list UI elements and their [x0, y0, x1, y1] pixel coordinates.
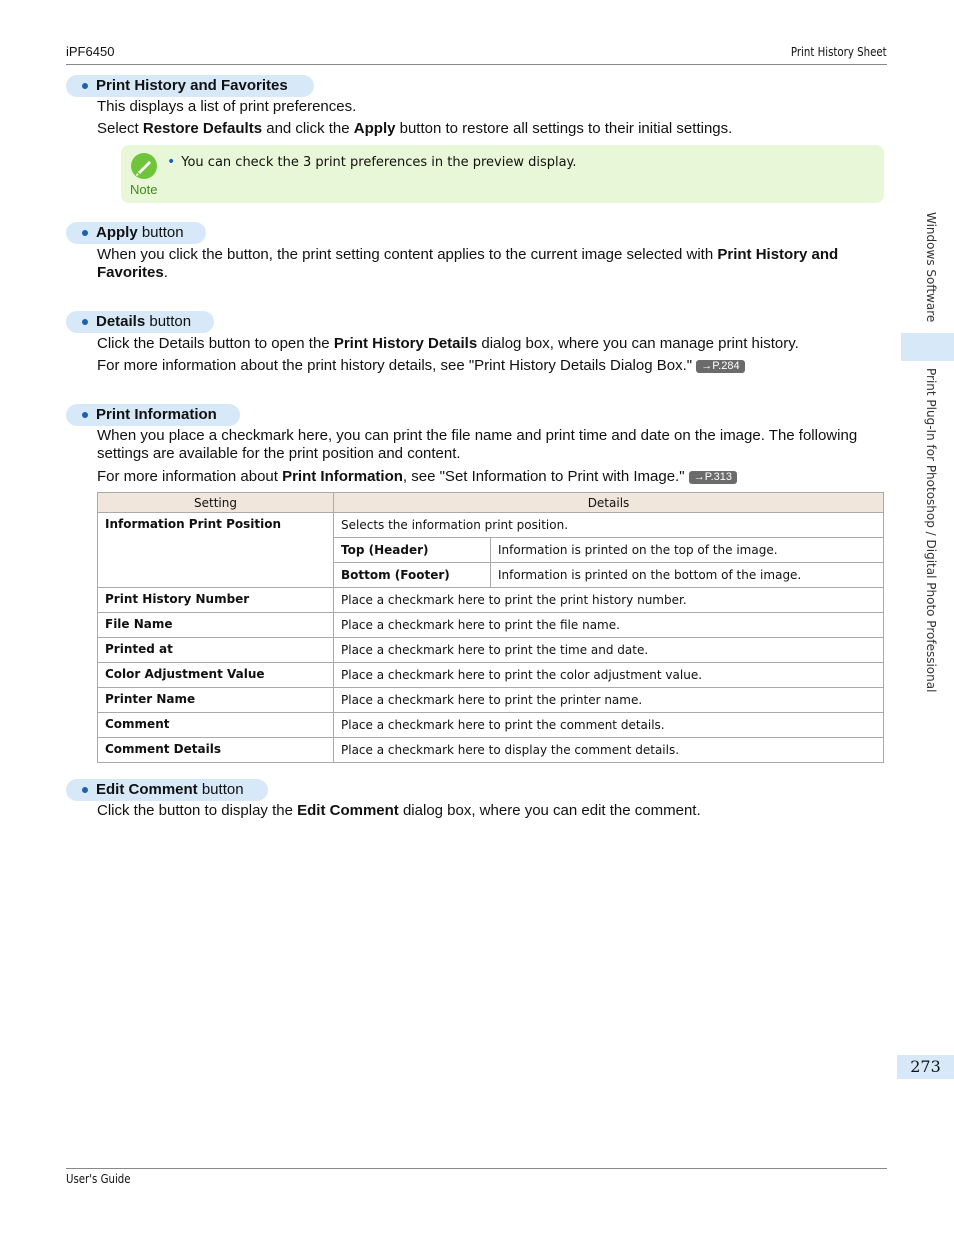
- bullet-icon: [82, 83, 88, 89]
- apply-description: When you click the button, the print setting content applies to the current image selected with Print History and Favorites.: [97, 246, 839, 281]
- bullet-icon: [82, 230, 88, 236]
- info-more-info: For more information about Print Information, see "Set Information to Print with Image." →P.313: [97, 468, 889, 486]
- details-cell: Information is printed on the bottom of the image.: [491, 563, 884, 588]
- details-cell: Place a checkmark here to print the time and date.: [334, 638, 884, 663]
- sub-setting-cell: Top (Header): [334, 538, 491, 563]
- setting-cell: Color Adjustment Value: [98, 663, 334, 688]
- page-reference-link[interactable]: →P.313: [689, 471, 737, 484]
- setting-cell: Printer Name: [98, 688, 334, 713]
- side-tab-active-marker: [901, 333, 954, 361]
- table-row: [98, 713, 884, 738]
- info-description: When you place a checkmark here, you can print the file name and print time and date on the image. The following settings are available for the print position and content.: [97, 427, 858, 462]
- details-cell: Place a checkmark here to print the printer name.: [334, 688, 884, 713]
- details-description: Click the Details button to open the Print History Details dialog box, where you can manage print history.: [97, 335, 799, 352]
- details-cell: Place a checkmark here to print the comment details.: [334, 713, 884, 738]
- table-row: [98, 588, 884, 613]
- setting-cell: Comment: [98, 713, 334, 738]
- details-cell: Information is printed on the top of the image.: [491, 538, 884, 563]
- setting-cell: Information Print Position: [98, 513, 334, 588]
- table-row: [98, 663, 884, 688]
- bullet-icon: [82, 787, 88, 793]
- edit-comment-description: Click the button to display the Edit Comment dialog box, where you can edit the comment.: [97, 802, 701, 819]
- footer-divider: [66, 1168, 887, 1169]
- note-label: Note: [130, 182, 158, 197]
- details-cell: Place a checkmark here to display the comment details.: [334, 738, 884, 763]
- bullet-icon: [82, 319, 88, 325]
- details-cell: Place a checkmark here to print the color adjustment value.: [334, 663, 884, 688]
- details-cell: Selects the information print position.: [334, 513, 884, 538]
- setting-cell: Comment Details: [98, 738, 334, 763]
- details-more-info: For more information about the print history details, see "Print History Details Dialog Box." →P.284: [97, 357, 889, 375]
- details-cell: Place a checkmark here to print the print history number.: [334, 588, 884, 613]
- side-tab-print-plugin[interactable]: Print Plug-In for Photoshop / Digital Photo Professional: [924, 368, 938, 693]
- setting-cell: Print History Number: [98, 588, 334, 613]
- section-heading-apply: Apply button: [66, 222, 206, 244]
- setting-cell: Printed at: [98, 638, 334, 663]
- setting-cell: File Name: [98, 613, 334, 638]
- pencil-note-icon: [131, 153, 157, 179]
- table-row: [98, 688, 884, 713]
- note-text: • You can check the 3 print preferences in the preview display.: [167, 154, 577, 170]
- table-row: [98, 738, 884, 763]
- table-row: [98, 638, 884, 663]
- sub-setting-cell: Bottom (Footer): [334, 563, 491, 588]
- side-tab-windows-software[interactable]: Windows Software: [924, 212, 938, 323]
- header-section-title: Print History Sheet: [791, 45, 887, 59]
- print-information-table: [97, 492, 884, 763]
- header-divider: [66, 64, 887, 65]
- section-heading-details: Details button: [66, 311, 214, 333]
- history-restore-text: Select Restore Defaults and click the Apply button to restore all settings to their initial settings.: [97, 120, 733, 137]
- model-name: iPF6450: [66, 44, 115, 59]
- section-heading-print-history: Print History and Favorites: [66, 75, 314, 97]
- bullet-icon: [82, 412, 88, 418]
- note-box: [121, 145, 884, 203]
- table-row: [98, 513, 884, 538]
- details-cell: Place a checkmark here to print the file name.: [334, 613, 884, 638]
- table-header-row: [98, 493, 884, 513]
- section-heading-print-information: Print Information: [66, 404, 240, 426]
- table-row: [98, 613, 884, 638]
- column-header-details: Details: [334, 493, 884, 513]
- column-header-setting: Setting: [98, 493, 334, 513]
- history-description: This displays a list of print preferences.: [97, 98, 357, 115]
- section-heading-edit-comment: Edit Comment button: [66, 779, 268, 801]
- page-number: 273: [897, 1055, 954, 1079]
- footer-guide-title: User's Guide: [66, 1172, 131, 1186]
- page-reference-link[interactable]: →P.284: [696, 360, 744, 373]
